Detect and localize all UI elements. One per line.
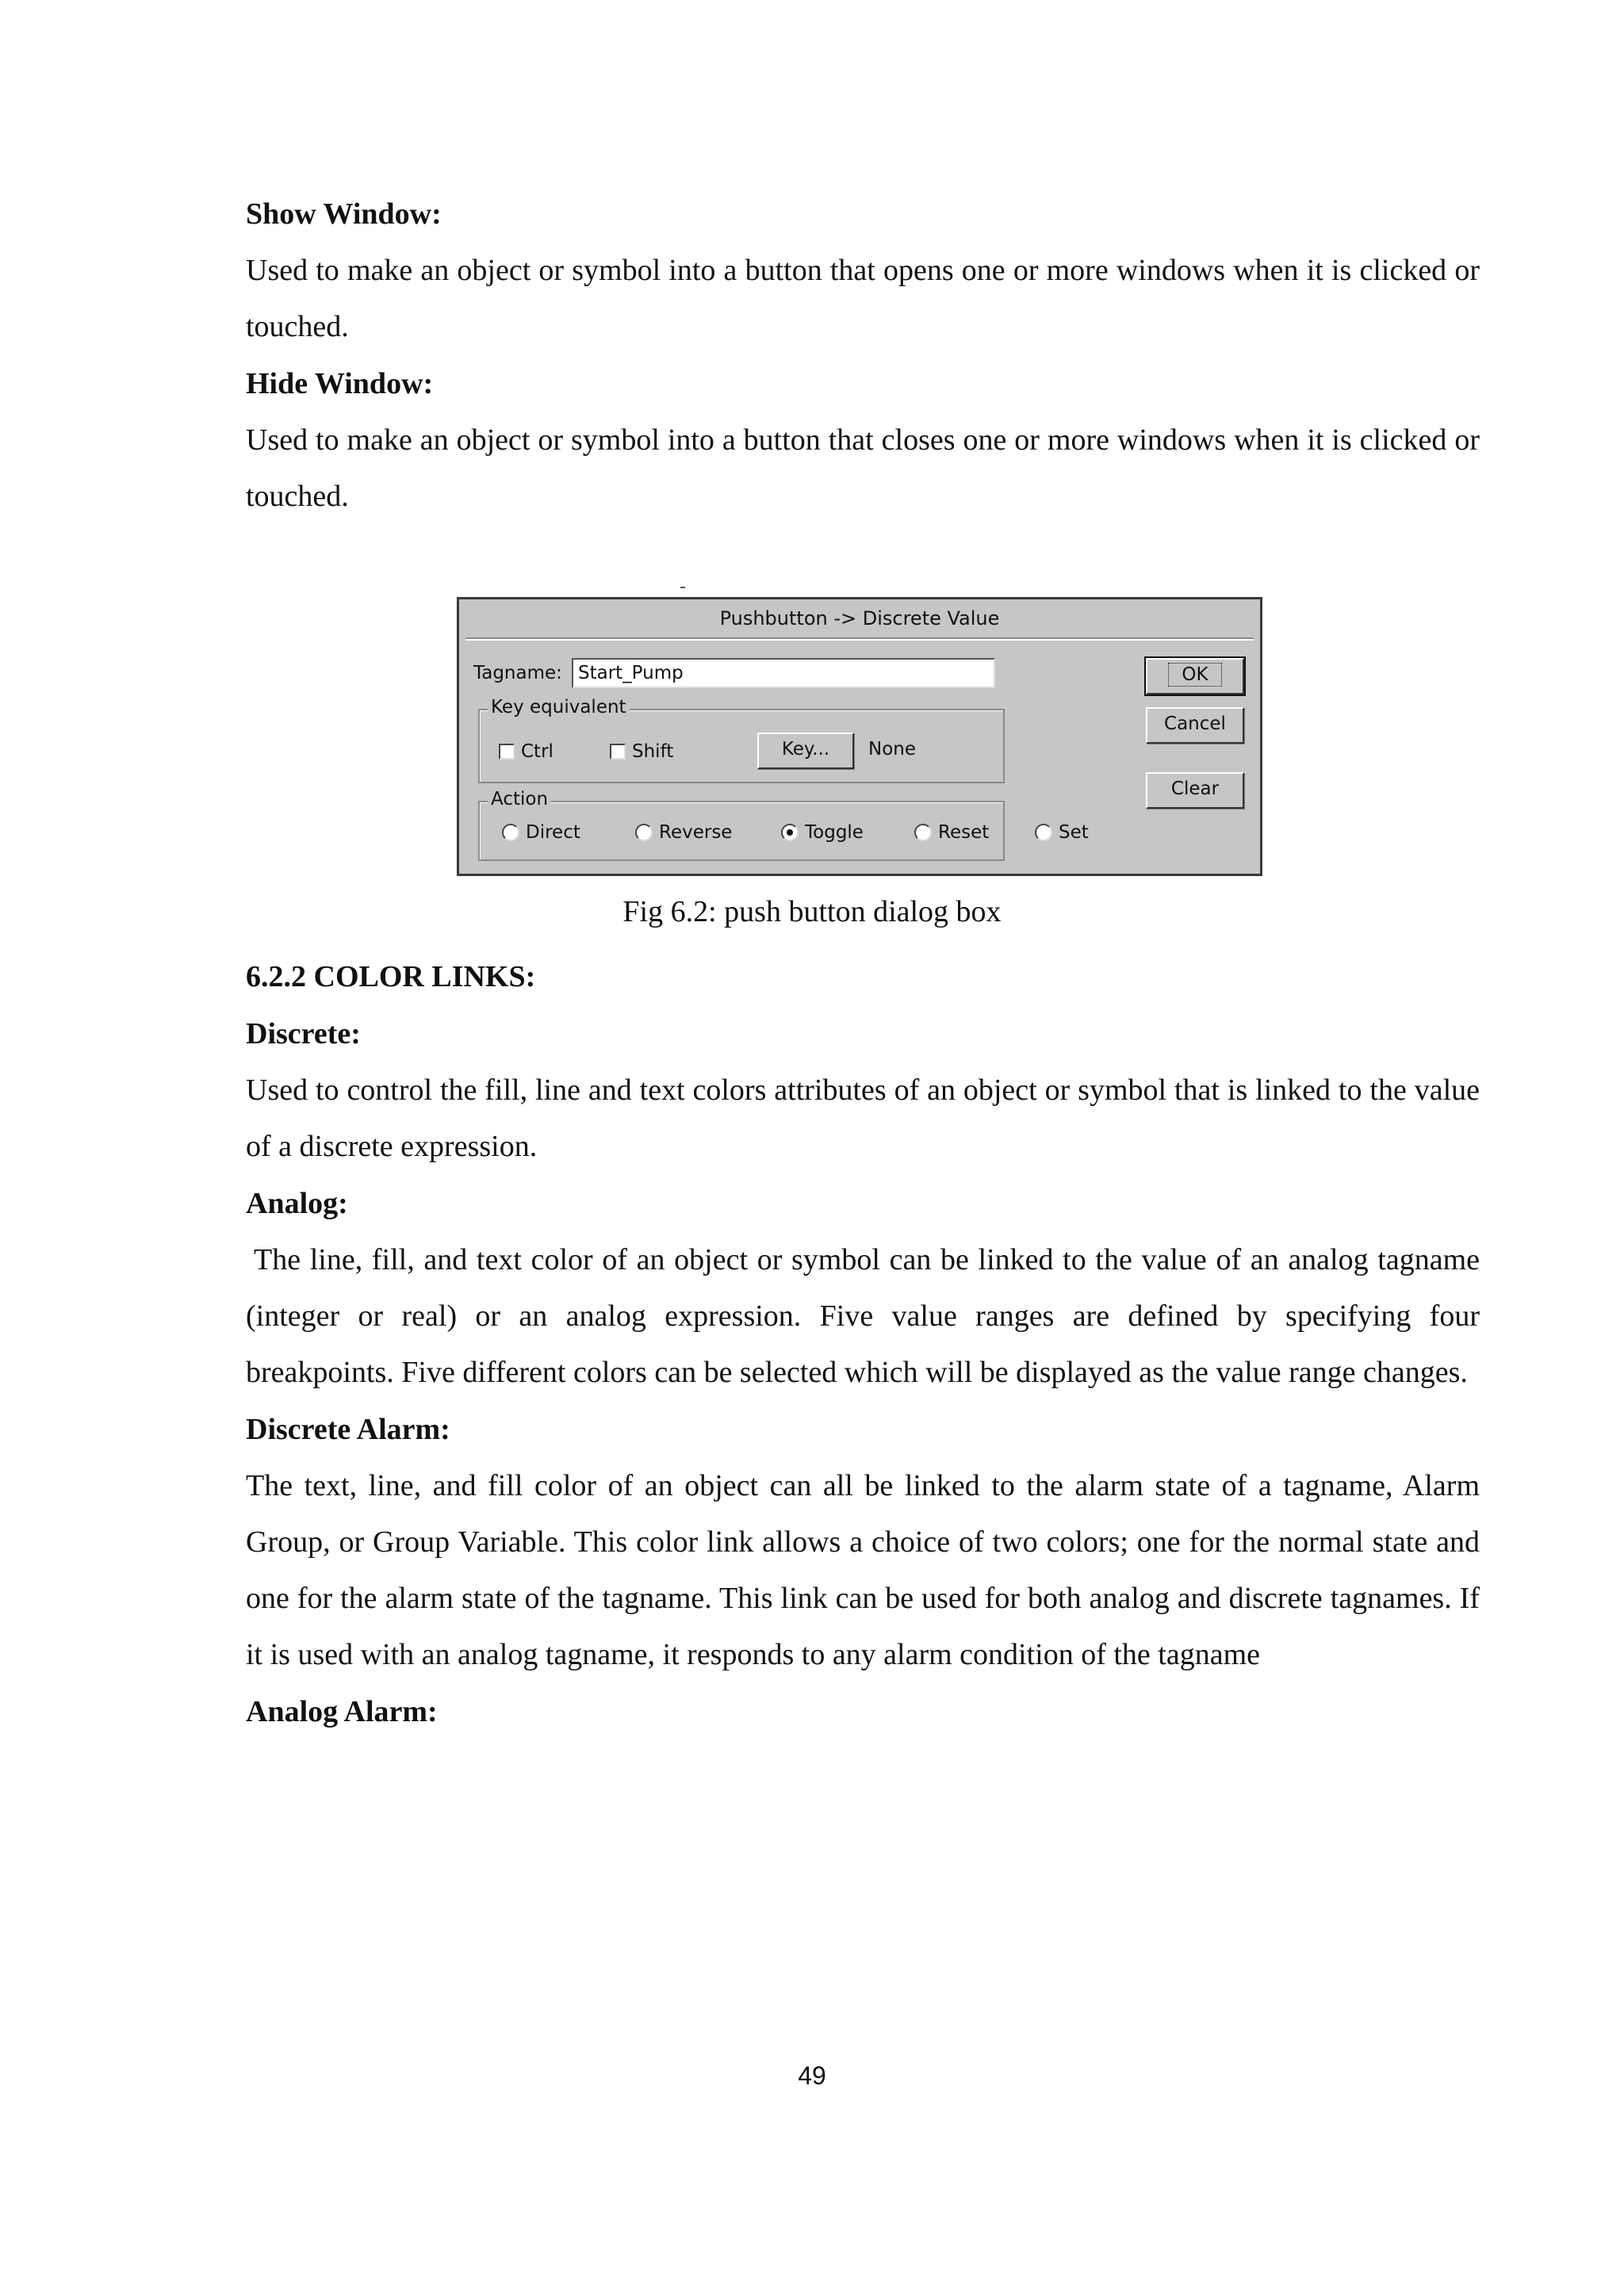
analog-alarm-heading: Analog Alarm: bbox=[246, 1695, 438, 1728]
action-toggle-radio[interactable] bbox=[781, 821, 864, 843]
reverse-radio-circle[interactable] bbox=[635, 824, 653, 841]
reverse-label: Reverse bbox=[659, 821, 733, 843]
shift-checkbox-box[interactable] bbox=[610, 744, 626, 760]
discrete-heading: Discrete: bbox=[246, 1017, 361, 1050]
action-reverse-radio[interactable] bbox=[635, 821, 732, 843]
toggle-label: Toggle bbox=[805, 821, 864, 843]
tagname-label: Tagname: bbox=[473, 663, 562, 683]
set-label: Set bbox=[1059, 821, 1089, 843]
key-button[interactable]: Key... bbox=[757, 733, 854, 769]
action-reset-radio[interactable] bbox=[914, 821, 989, 843]
page-number: 49 bbox=[798, 2061, 826, 2090]
color-links-heading: 6.2.2 COLOR LINKS: bbox=[246, 960, 536, 993]
reset-radio-circle[interactable] bbox=[914, 824, 932, 841]
ok-button[interactable] bbox=[1146, 658, 1244, 695]
hide-window-heading: Hide Window: bbox=[246, 367, 434, 400]
set-radio-circle[interactable] bbox=[1035, 824, 1052, 841]
shift-checkbox[interactable] bbox=[610, 740, 673, 762]
show-window-text: Used to make an object or symbol into a button that opens one or more windows when it is clicked or touched. bbox=[246, 254, 1480, 343]
section-color-links bbox=[246, 948, 1480, 1740]
pushbutton-dialog bbox=[457, 597, 1262, 876]
discrete-alarm-text: The text, line, and fill color of an object can all be linked to the alarm state of a tagname, Alarm Group, or Group Variable. This color link allows a choice of two colors; one for the normal state and one for the alarm state of the tagname. This link can be used for both analog and discrete tagnames. If it is used with an analog tagname, it responds to any alarm condition of the tagname bbox=[246, 1469, 1480, 1671]
dialog-title-separator bbox=[465, 637, 1254, 641]
key-equivalent-group bbox=[478, 697, 1005, 783]
direct-label: Direct bbox=[526, 821, 580, 843]
stray-mark bbox=[680, 587, 685, 588]
dialog-title: Pushbutton -> Discrete Value bbox=[719, 607, 1000, 629]
action-label: Action bbox=[488, 789, 551, 809]
clear-button[interactable]: Clear bbox=[1146, 772, 1244, 809]
ctrl-checkbox-box[interactable] bbox=[499, 744, 515, 760]
figure-caption: Fig 6.2: push button dialog box bbox=[622, 895, 1002, 928]
section-show-hide bbox=[246, 186, 1480, 525]
key-equivalent-label: Key equivalent bbox=[488, 697, 630, 718]
hide-window-text: Used to make an object or symbol into a button that closes one or more windows when it is clicked or touched. bbox=[246, 423, 1480, 513]
ctrl-label: Ctrl bbox=[521, 740, 553, 762]
discrete-alarm-heading: Discrete Alarm: bbox=[246, 1413, 450, 1446]
shift-label: Shift bbox=[632, 740, 674, 762]
action-set-radio[interactable] bbox=[1035, 821, 1089, 843]
analog-heading: Analog: bbox=[246, 1187, 348, 1220]
toggle-radio-circle[interactable] bbox=[781, 824, 799, 841]
discrete-text: Used to control the fill, line and text colors attributes of an object or symbol that is linked to the value of a discrete expression. bbox=[246, 1073, 1480, 1163]
analog-text: The line, fill, and text color of an object or symbol can be linked to the value of an analog tagname (integer or real) or an analog expression. Five value ranges are defined by specifying four breakpoints. Five different colors can be selected which will be displayed as the value range changes. bbox=[246, 1243, 1480, 1389]
action-direct-radio[interactable] bbox=[502, 821, 580, 843]
ctrl-checkbox[interactable] bbox=[499, 740, 553, 762]
ok-button-label: OK bbox=[1168, 663, 1221, 687]
tagname-input[interactable]: Start_Pump bbox=[572, 658, 995, 688]
direct-radio-circle[interactable] bbox=[502, 824, 519, 841]
reset-label: Reset bbox=[938, 821, 990, 843]
cancel-button[interactable]: Cancel bbox=[1146, 707, 1244, 744]
key-value: None bbox=[868, 739, 917, 760]
action-group bbox=[478, 789, 1089, 861]
show-window-heading: Show Window: bbox=[246, 197, 442, 231]
